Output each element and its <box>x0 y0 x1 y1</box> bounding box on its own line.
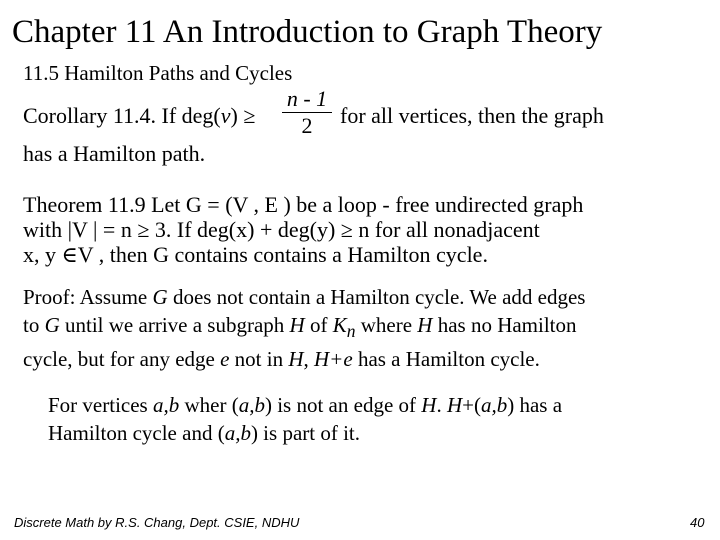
corollary-lead-text: Corollary 11.4. If deg( <box>23 103 221 128</box>
note-line-1: For vertices a,b wher (a,b) is not an edge of H. H+(a,b) has a <box>48 393 563 417</box>
theorem-line1: Theorem 11.9 Let G = (V , E ) be a loop - free undirected graph <box>23 192 584 217</box>
fraction-numerator: n - 1 <box>286 86 328 111</box>
proof-line-3: cycle, but for any edge e not in H, H+e has a Hamilton cycle. <box>23 347 540 372</box>
page-number: 40 <box>690 515 705 530</box>
corollary-var: v <box>220 103 231 128</box>
proof-paragraph <box>23 283 585 373</box>
fraction-denominator: 2 <box>301 113 313 138</box>
theorem-line2: with |V | = n ≥ 3. If deg(x) + deg(y) ≥ n for all nonadjacent <box>23 217 540 242</box>
slide-title: Chapter 11 An Introduction to Graph Theory <box>12 14 603 50</box>
corollary-fraction <box>282 87 332 138</box>
footer-credit: Discrete Math by R.S. Chang, Dept. CSIE, NDHU <box>14 515 300 530</box>
note-paragraph <box>48 391 562 447</box>
theorem-line3: x, y ∈V , then G contains contains a Hamilton cycle. <box>23 242 488 267</box>
note-line-2: Hamilton cycle and (a,b) is part of it. <box>48 421 360 445</box>
section-heading: 11.5 Hamilton Paths and Cycles <box>23 61 293 85</box>
corollary-line2: has a Hamilton path. <box>23 141 206 166</box>
corollary-rel: ) ≥ <box>230 103 256 128</box>
proof-line-1: Proof: Assume G does not contain a Hamilton cycle. We add edges <box>23 285 586 309</box>
corollary-lead <box>23 103 255 129</box>
proof-line-2: to G until we arrive a subgraph H of $K_n$ where H has no Hamilton <box>23 313 577 342</box>
corollary-tail: for all vertices, then the graph <box>340 103 604 128</box>
